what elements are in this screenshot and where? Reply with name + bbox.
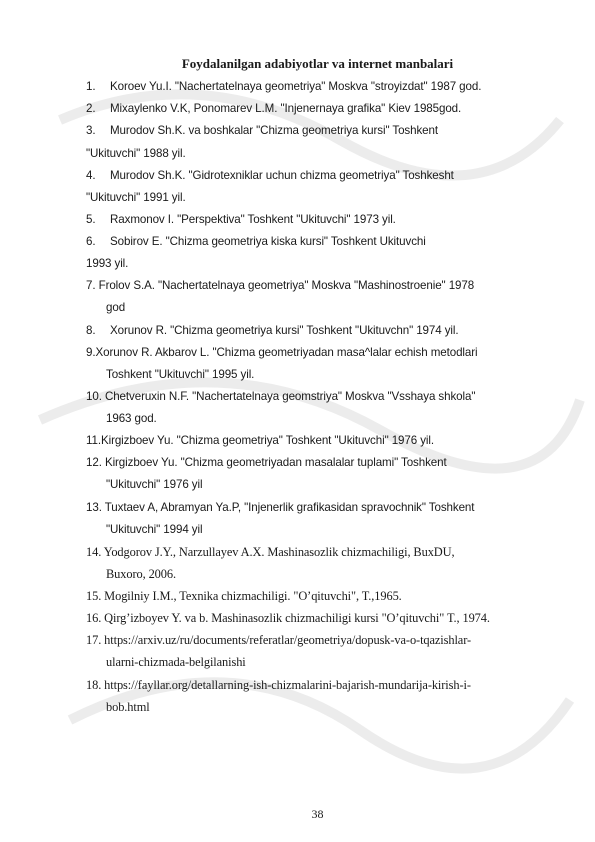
list-item: 5. Raxmonov I. "Perspektiva" Toshkent "Ukituvchi" 1973 yil. [86,213,396,226]
list-item-continuation: bob.html [106,700,150,714]
list-item: 12. Kirgizboev Yu. "Chizma geometriyadan masalalar tuplami" Toshkent [86,456,447,469]
list-item-continuation: "Ukituvchi" 1991 yil. [86,191,186,204]
list-item-continuation: ularni-chizmada-belgilanishi [106,655,246,669]
list-item: 15. Mogilniy I.M., Texnika chizmachiligi. "O’qituvchi", T.,1965. [86,589,402,603]
list-item-continuation: "Ukituvchi" 1988 yil. [86,147,186,160]
list-item: 13. Tuxtaev A, Abramyan Ya.P, "Injenerlik grafikasidan spravochnik" Toshkent [86,501,475,514]
list-item-continuation: 1993 yil. [86,257,129,270]
page-number: 38 [311,807,324,821]
list-item: 11.Kirgizboev Yu. "Chizma geometriya" Toshkent "Ukituvchi" 1976 yil. [86,434,434,447]
list-item: 17. https://arxiv.uz/ru/documents/referatlar/geometriya/dopusk-va-o-tqazishlar- [86,633,472,647]
list-item: 6. Sobirov E. "Chizma geometriya kiska kursi" Toshkent Ukituvchi [86,235,426,248]
list-item: 3. Murodov Sh.K. va boshkalar "Chizma geometriya kursi" Toshkent [86,124,438,137]
page-title: Foydalanilgan adabiyotlar va internet manbalari [181,56,454,71]
list-item: 2. Mixaylenko V.K, Ponomarev L.M. "Injenernaya grafika" Kiev 1985god. [86,102,462,115]
list-item: 1. Koroev Yu.I. "Nachertatelnaya geometriya" Moskva "stroyizdat" 1987 god. [86,80,482,93]
list-item: 10. Chetveruxin N.F. "Nachertatelnaya geomstriya" Moskva "Vsshaya shkola" [86,390,476,403]
list-item-continuation: "Ukituvchi" 1994 yil [106,523,203,536]
list-item: 7. Frolov S.A. "Nachertatelnaya geometriya" Moskva "Mashinostroenie" 1978 [86,279,475,292]
list-item-continuation: Buxoro, 2006. [106,567,176,581]
list-item-continuation: Toshkent "Ukituvchi" 1995 yil. [106,368,255,381]
list-item: 18. https://fayllar.org/detallarning-ish-chizmalarini-bajarish-mundarija-kirish-i- [86,678,471,692]
list-item: 9.Xorunov R. Akbarov L. "Chizma geometriyadan masa^lalar echish metodlari [86,346,478,359]
list-item: 16. Qirg’izboyev Y. va b. Mashinasozlik chizmachiligi kursi "O’qituvchi" T., 1974. [86,611,490,625]
list-item: 14. Yodgorov J.Y., Narzullayev A.X. Mashinasozlik chizmachiligi, BuxDU, [86,545,455,559]
list-item-continuation: god [106,301,126,314]
list-item: 4. Murodov Sh.K. "Gidrotexniklar uchun chizma geometriya" Toshkesht [86,169,454,182]
list-item: 8. Xorunov R. "Chizma geometriya kursi" Toshkent "Ukituvchn" 1974 yil. [86,324,459,337]
list-item-continuation: 1963 god. [106,412,157,425]
list-item-continuation: "Ukituvchi" 1976 yil [106,478,203,491]
